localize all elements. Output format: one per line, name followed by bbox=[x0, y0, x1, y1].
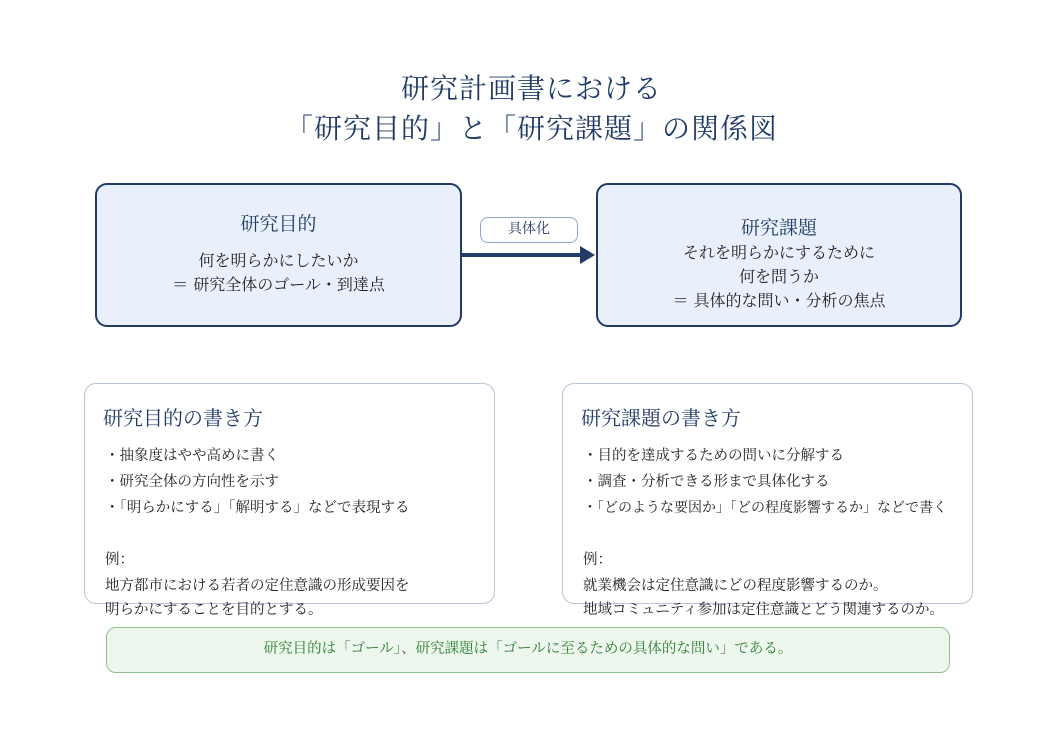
question-writing-card-title: 研究課題の書き方 bbox=[581, 406, 741, 430]
arrow-label: 具体化 bbox=[480, 217, 578, 243]
diagram-title-line2: 「研究目的」と「研究課題」の関係図 bbox=[284, 112, 778, 145]
research-purpose-box-title: 研究目的 bbox=[240, 213, 317, 235]
question-example-label: 例： bbox=[583, 552, 612, 568]
purpose-writing-card-title: 研究目的の書き方 bbox=[103, 406, 263, 430]
purpose-writing-bullet: ・抽象度はやや高めに書く bbox=[105, 448, 279, 464]
research-purpose-box bbox=[95, 183, 462, 327]
research-question-box-line: ＝ 具体的な問い・分析の焦点 bbox=[672, 291, 886, 310]
research-question-box-line: それを明らかにするために bbox=[682, 243, 875, 262]
question-writing-bullet: ・調査・分析できる形まで具体化する bbox=[583, 474, 830, 490]
purpose-writing-bullet: ・「明らかにする」「解明する」などで表現する bbox=[105, 500, 410, 516]
purpose-example-label: 例： bbox=[105, 552, 134, 568]
purpose-example-line: 明らかにすることを目的とする。 bbox=[105, 602, 323, 618]
research-question-box-title: 研究課題 bbox=[740, 217, 817, 239]
summary-banner: 研究目的は「ゴール」、研究課題は「ゴールに至るための具体的な問い」である。 bbox=[106, 627, 950, 673]
research-purpose-box-line: 何を明らかにしたいか bbox=[198, 251, 359, 270]
purpose-example-line: 地方都市における若者の定住意識の形成要因を bbox=[105, 578, 410, 594]
question-example-line: 就業機会は定住意識にどの程度影響するのか。 bbox=[583, 578, 888, 594]
diagram-title-line1: 研究計画書における bbox=[400, 72, 662, 105]
question-writing-bullet: ・目的を達成するための問いに分解する bbox=[583, 448, 844, 464]
research-question-box bbox=[596, 183, 962, 327]
question-writing-bullet: ・「どのような要因か」「どの程度影響するか」などで書く bbox=[583, 500, 947, 516]
research-question-box-line: 何を問うか bbox=[738, 267, 819, 286]
research-purpose-box-line: ＝ 研究全体のゴール・到達点 bbox=[172, 275, 385, 294]
purpose-writing-bullet: ・研究全体の方向性を示す bbox=[105, 474, 279, 490]
question-example-line: 地域コミュニティ参加は定住意識とどう関連するのか。 bbox=[583, 602, 945, 618]
arrow-shaft bbox=[462, 253, 584, 257]
arrow-head-icon bbox=[580, 246, 595, 264]
